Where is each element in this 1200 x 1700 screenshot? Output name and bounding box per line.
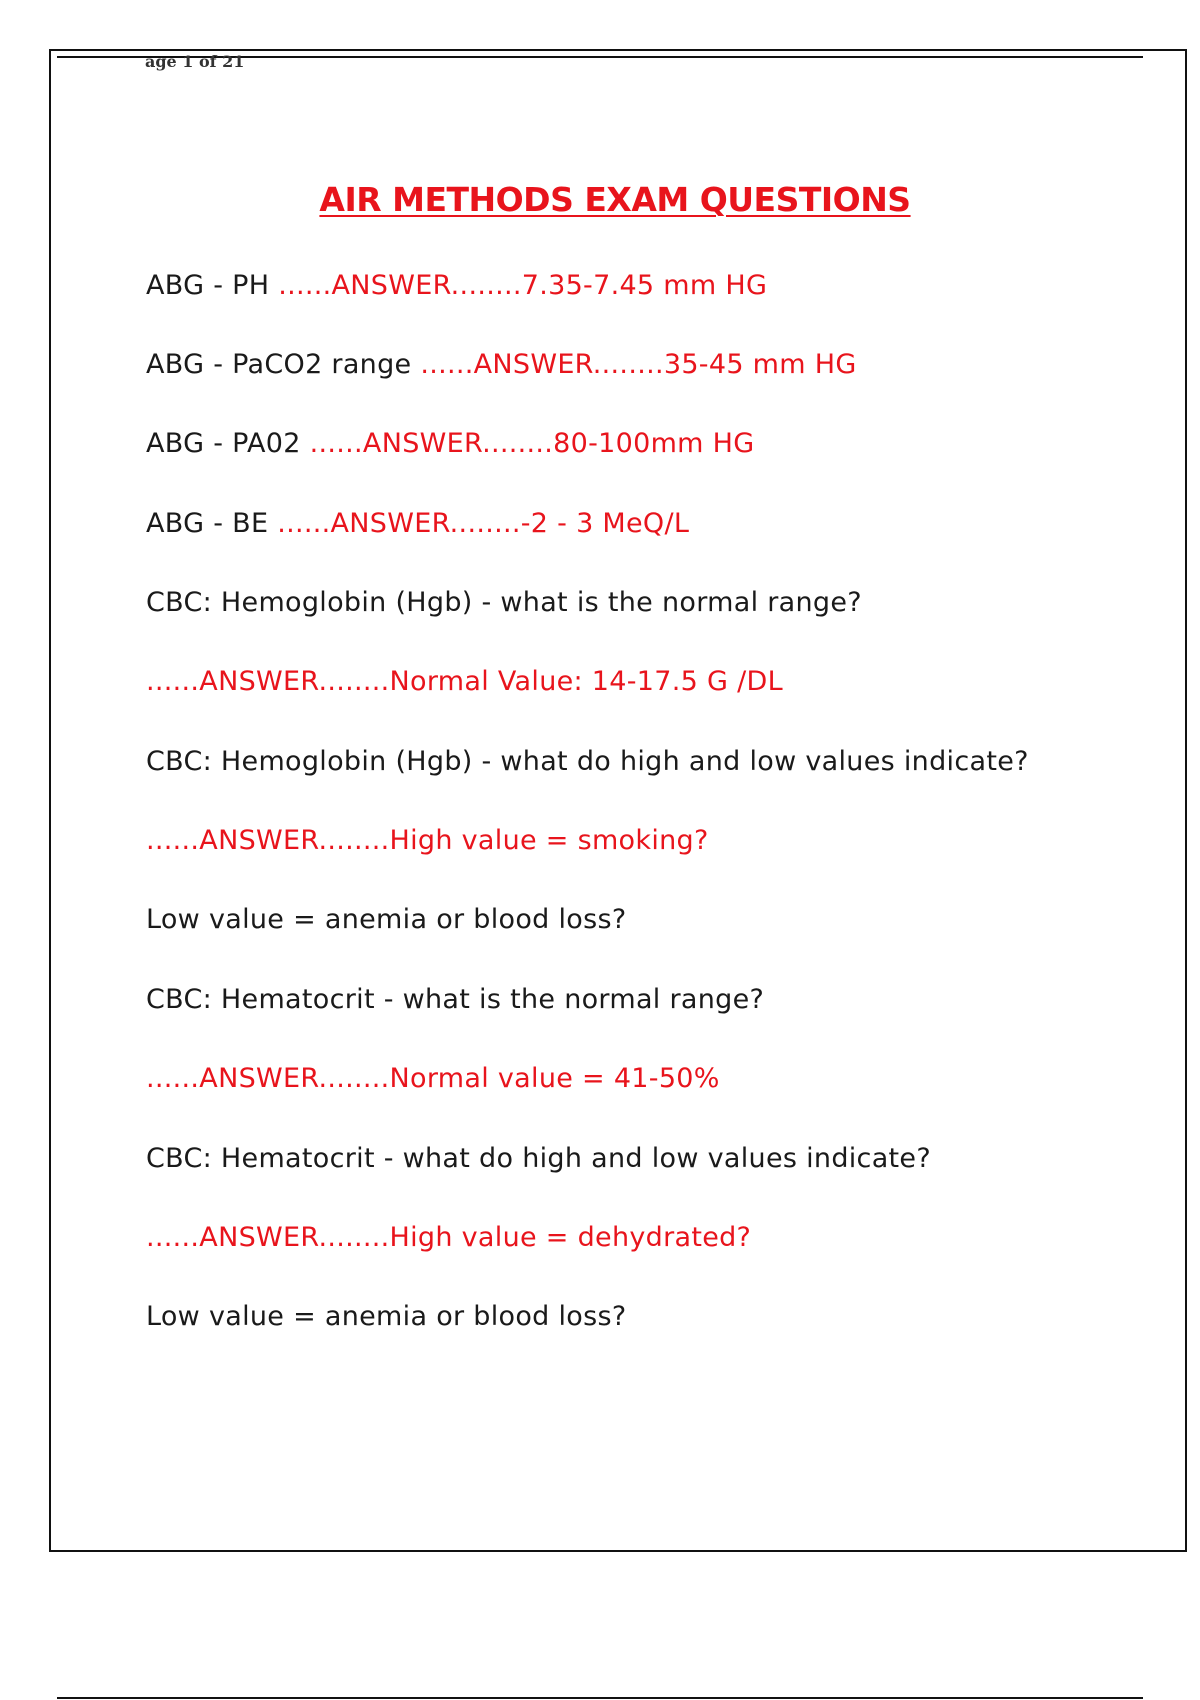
qa-line — [146, 347, 857, 383]
qa-line — [146, 585, 862, 621]
question-text: ABG - PA02 — [146, 428, 310, 459]
answer-text: ......ANSWER........-2 - 3 MeQ/L — [277, 508, 690, 539]
document-title: AIR METHODS EXAM QUESTIONS — [319, 180, 911, 219]
qa-line — [146, 902, 626, 938]
question-text: ABG - PH — [146, 270, 279, 301]
qa-line — [146, 823, 709, 859]
answer-text: ......ANSWER........Normal value = 41-50% — [146, 1063, 720, 1094]
qa-line — [146, 1061, 720, 1097]
qa-line — [146, 1220, 751, 1256]
question-text: CBC: Hemoglobin (Hgb) - what is the normal range? — [146, 587, 862, 618]
question-text: ABG - PaCO2 range — [146, 349, 421, 380]
qa-line — [146, 664, 783, 700]
question-text: CBC: Hemoglobin (Hgb) - what do high and low values indicate? — [146, 746, 1029, 777]
question-text: CBC: Hematocrit - what is the normal range? — [146, 984, 765, 1015]
qa-line — [146, 982, 764, 1018]
question-text: CBC: Hematocrit - what do high and low values indicate? — [146, 1143, 931, 1174]
answer-text: ......ANSWER........35-45 mm HG — [420, 349, 857, 380]
footer-rule — [57, 1697, 1143, 1699]
qa-line — [146, 426, 754, 462]
qa-line — [146, 268, 767, 304]
qa-line — [146, 1141, 931, 1177]
answer-text: ......ANSWER........7.35-7.45 mm HG — [278, 270, 768, 301]
page-number: age 1 of 21 — [145, 52, 245, 71]
question-text: ABG - BE — [146, 508, 278, 539]
question-text: Low value = anemia or blood loss? — [146, 904, 627, 935]
qa-line — [146, 506, 689, 542]
qa-line — [146, 1299, 626, 1335]
qa-line — [146, 744, 1029, 780]
answer-text: ......ANSWER........High value = smoking? — [146, 825, 709, 856]
question-text: Low value = anemia or blood loss? — [146, 1301, 627, 1332]
answer-text: ......ANSWER........Normal Value: 14-17.5 G /DL — [146, 666, 783, 697]
answer-text: ......ANSWER........High value = dehydrated? — [146, 1222, 752, 1253]
answer-text: ......ANSWER........80-100mm HG — [309, 428, 755, 459]
